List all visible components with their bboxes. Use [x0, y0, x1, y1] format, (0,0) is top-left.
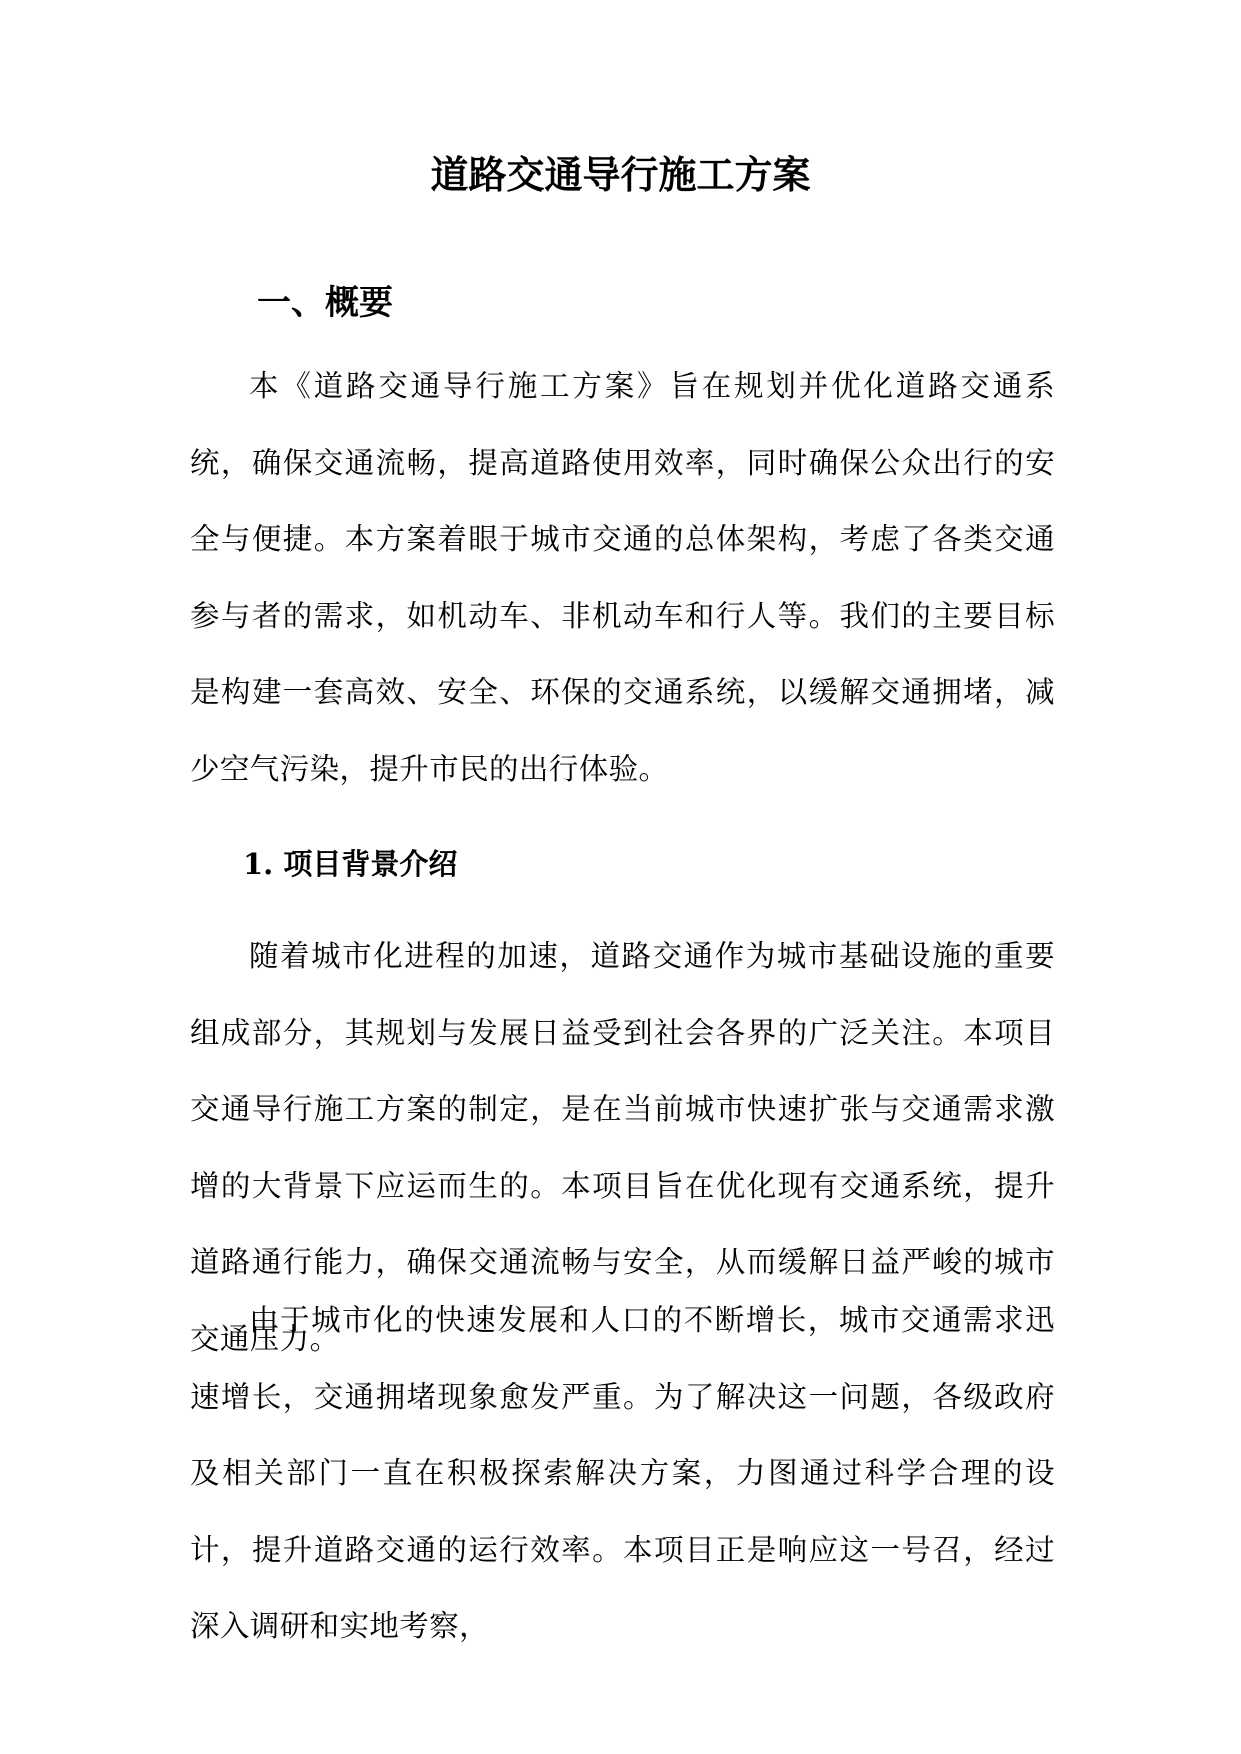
- background-paragraph-2: 由于城市化的快速发展和人口的不断增长，城市交通需求迅速增长，交通拥堵现象愈发严重。为了解决这一问题，各级政府及相关部门一直在积极探索解决方案，力图通过科学合理的设计，提升道路交通的运行效率。本项目正是响应这一号召，经过深入调研和实地考察，: [190, 1303, 1055, 1643]
- subsection-heading-project-background: 1. 项目背景介绍: [243, 847, 458, 881]
- background-paragraph-1: 随着城市化进程的加速，道路交通作为城市基础设施的重要组成部分，其规划与发展日益受到社会各界的广泛关注。本项目交通导行施工方案的制定，是在当前城市快速扩张与交通需求激增的大背景下应运而生的。本项目旨在优化现有交通系统，提升道路通行能力，确保交通流畅与安全，从而缓解日益严峻的城市交通压力。: [190, 939, 1055, 1356]
- section-heading-overview: 一、概要: [257, 283, 393, 323]
- document-title: 道路交通导行施工方案: [430, 152, 811, 197]
- overview-paragraph: 本《道路交通导行施工方案》旨在规划并优化道路交通系统，确保交通流畅，提高道路使用效率，同时确保公众出行的安全与便捷。本方案着眼于城市交通的总体架构，考虑了各类交通参与者的需求，如机动车、非机动车和行人等。我们的主要目标是构建一套高效、安全、环保的交通系统，以缓解交通拥堵，减少空气污染，提升市民的出行体验。: [190, 369, 1055, 786]
